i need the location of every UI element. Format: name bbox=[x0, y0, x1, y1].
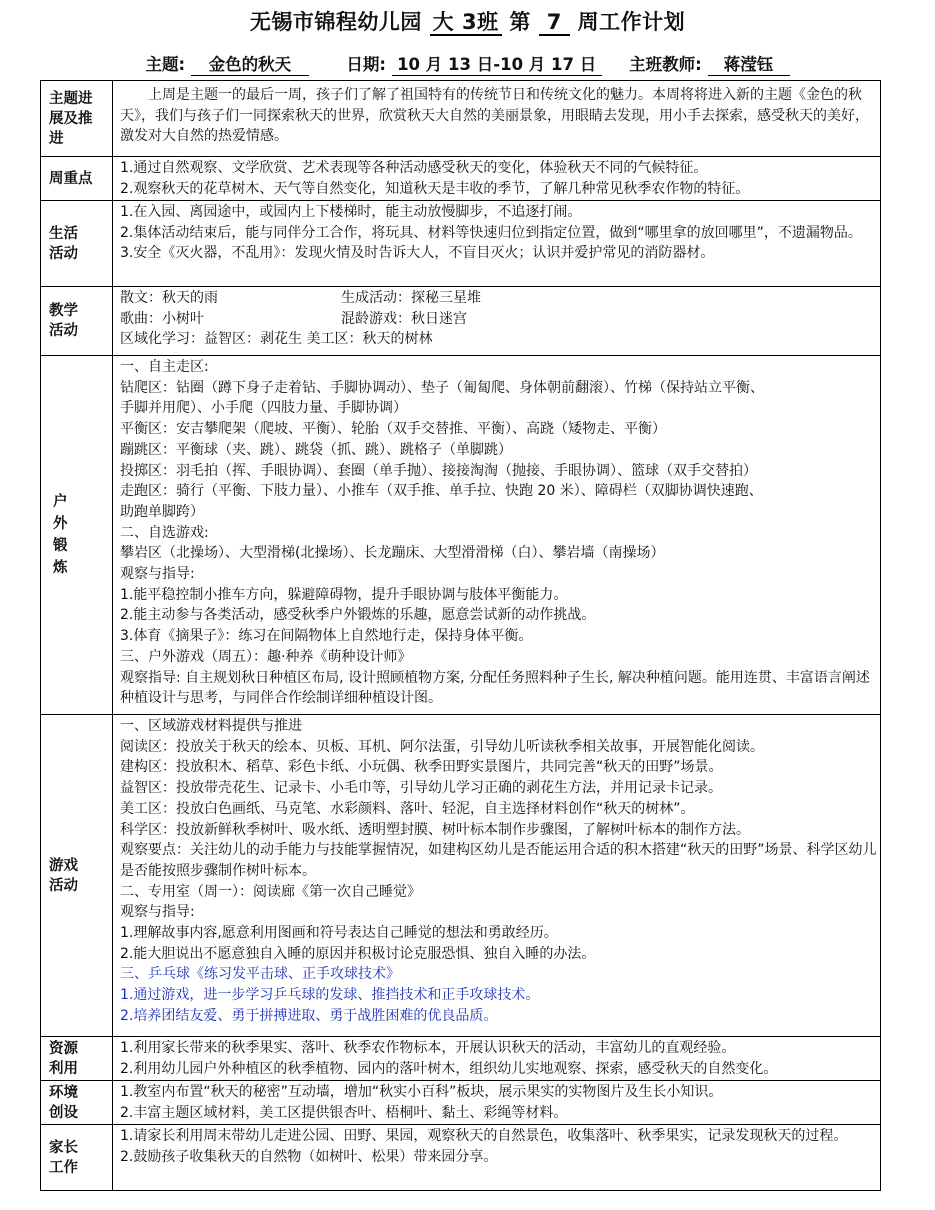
label-game-activity bbox=[41, 715, 113, 1037]
parent-line: 2.鼓励孩子收集秋天的自然物（如树叶、松果）带来园分享。 bbox=[120, 1148, 498, 1165]
weekly-plan-table bbox=[40, 80, 881, 1191]
content-parent-work bbox=[113, 1125, 881, 1191]
label-line: 活动 bbox=[49, 323, 78, 339]
content-resources bbox=[113, 1037, 881, 1081]
content-theme-progress bbox=[113, 81, 881, 157]
row-life-activity bbox=[41, 201, 881, 287]
label-theme-progress bbox=[41, 81, 113, 157]
game-line: 阅读区：投放关于秋天的绘本、贝板、耳机、阿尔法蛋，引导幼儿听读秋季相关故事，开展智能化阅读。 bbox=[120, 738, 764, 755]
label-line: 活动 bbox=[49, 877, 78, 894]
game-line: 1.理解故事内容,愿意利用图画和符号表达自己睡觉的想法和勇敢经历。 bbox=[120, 925, 558, 942]
resource-line: 2.利用幼儿园户外种植区的秋季植物、园内的落叶树木，组织幼儿实地观察、探索，感受秋天的自然变化。 bbox=[120, 1060, 778, 1077]
row-game-activity bbox=[41, 715, 881, 1037]
focus-line: 1.通过自然观察、文学欣赏、艺术表现等各种活动感受秋天的变化，体验秋天不同的气候特征。 bbox=[120, 160, 708, 176]
row-parent-work bbox=[41, 1125, 881, 1191]
label-line: 生活 bbox=[49, 225, 78, 242]
game-line: 益智区：投放带壳花生、记录卡、小毛巾等，引导幼儿学习正确的剥花生方法，并用记录卡记录。 bbox=[120, 780, 722, 797]
parent-line: 1.请家长利用周末带幼儿走进公园、田野、果园，观察秋天的自然景色，收集落叶、秋季果实，记录发现秋天的过程。 bbox=[120, 1128, 848, 1144]
outdoor-line: 走跑区：骑行（平衡、下肢力量）、小推车（双手推、单手拉、快跑 20 米）、障碍栏（双脚协调快速跑、 bbox=[120, 483, 763, 500]
teaching-item: 区域化学习：益智区：剥花生 美工区：秋天的树林 bbox=[120, 331, 433, 348]
label-line: 活动 bbox=[49, 245, 78, 262]
content-outdoor-exercise bbox=[113, 356, 881, 715]
outdoor-line: 三、户外游戏（周五）：趣·种养《萌种设计师》 bbox=[120, 648, 412, 665]
label-life-activity bbox=[41, 201, 113, 287]
label-char: 炼 bbox=[53, 560, 68, 576]
content-teaching-activity bbox=[113, 287, 881, 356]
label-parent-work bbox=[41, 1125, 113, 1191]
game-line: 观察要点：关注幼儿的动手能力与技能掌握情况，如建构区幼儿是否能运用合适的积木搭建“秋天的田野”场景、科学区幼儿是否能按照步骤制作树叶标本。 bbox=[120, 842, 877, 879]
teaching-item: 混龄游戏：秋日迷宫 bbox=[341, 310, 467, 327]
label-line: 工作 bbox=[49, 1159, 78, 1176]
content-game-activity bbox=[113, 715, 881, 1037]
outdoor-line: 3.体育《摘果子》：练习在间隔物体上自然地行走，保持身体平衡。 bbox=[120, 628, 533, 645]
outdoor-line: 投掷区：羽毛拍（挥、手眼协调）、套圈（单手抛）、接接淘淘（抛接、手眼协调）、篮球（双手交替拍） bbox=[120, 462, 757, 479]
outdoor-line: 一、自主走区: bbox=[120, 359, 209, 375]
label-line: 进 bbox=[49, 130, 64, 147]
row-environment bbox=[41, 1081, 881, 1125]
outdoor-line: 手脚并用爬）、小手爬（四肢力量、手脚协调） bbox=[120, 400, 407, 417]
game-line: 美工区：投放白色画纸、马克笔、水彩颜料、落叶、轻泥，自主选择材料创作“秋天的树林”。 bbox=[120, 800, 695, 817]
label-line: 家长 bbox=[49, 1139, 78, 1156]
theme-value: 金色的秋天 bbox=[191, 55, 309, 76]
theme-label: 主题: bbox=[145, 55, 186, 74]
progress-text: 上周是主题一的最后一周，孩子们了解了祖国特有的传统节日和传统文化的魅力。本周将将进入新的主题《金色的秋天》，我们与孩子们一同探索秋天的世界，欣赏秋天大自然的美丽景象，用眼睛去发现，用小手去探索，感受秋天的美好，激发对大自然的热爱情感。 bbox=[120, 87, 869, 145]
teaching-row bbox=[120, 309, 878, 330]
label-outdoor-exercise bbox=[41, 356, 113, 715]
label-char: 外 bbox=[53, 516, 68, 532]
class-name: 大 3班 bbox=[430, 10, 502, 36]
teaching-item: 散文：秋天的雨 bbox=[120, 290, 218, 306]
label-line: 教学 bbox=[49, 303, 78, 319]
page-title bbox=[0, 6, 935, 36]
game-line: 科学区：投放新鲜秋季树叶、吸水纸、透明塑封膜、树叶标本制作步骤图，了解树叶标本的制作方法。 bbox=[120, 821, 750, 838]
row-theme-progress bbox=[41, 81, 881, 157]
week-number: 7 bbox=[539, 10, 570, 36]
label-line: 资源 bbox=[49, 1040, 78, 1057]
label-resources bbox=[41, 1037, 113, 1081]
teacher-label: 主班教师: bbox=[629, 55, 702, 74]
label-line: 展及推 bbox=[49, 110, 93, 127]
game-line-blue: 1.通过游戏，进一步学习乒乓球的发球、推挡技术和正手攻球技术。 bbox=[120, 987, 540, 1004]
plan-meta bbox=[0, 51, 935, 76]
environment-line: 2.丰富主题区域材料，美工区提供银杏叶、梧桐叶、黏土、彩绳等材料。 bbox=[120, 1104, 568, 1121]
label-char: 锻 bbox=[53, 538, 68, 554]
content-life-activity bbox=[113, 201, 881, 287]
title-prefix: 无锡市锦程幼儿园 bbox=[249, 10, 422, 34]
date-value: 10 月 13 日-10 月 17 日 bbox=[392, 55, 602, 76]
label-line: 游戏 bbox=[49, 857, 78, 874]
outdoor-line: 观察与指导: bbox=[120, 566, 195, 583]
game-line-blue: 2.培养团结友爱、勇于拼搏进取、勇于战胜困难的优良品质。 bbox=[120, 1007, 498, 1024]
label-teaching-activity bbox=[41, 287, 113, 356]
teaching-item: 歌曲：小树叶 bbox=[120, 310, 204, 327]
focus-line: 2.观察秋天的花草树木、天气等自然变化，知道秋天是丰收的季节，了解几种常见秋季农作物的特征。 bbox=[120, 180, 750, 197]
outdoor-line: 1.能平稳控制小推车方向，躲避障碍物，提升手眼协调与肢体平衡能力。 bbox=[120, 586, 568, 603]
row-outdoor-exercise bbox=[41, 356, 881, 715]
game-line: 2.能大胆说出不愿意独自入睡的原因并积极讨论克服恐惧、独自入睡的办法。 bbox=[120, 945, 596, 962]
label-line: 环境 bbox=[49, 1084, 78, 1101]
outdoor-line: 2.能主动参与各类活动，感受秋季户外锻炼的乐趣，愿意尝试新的动作挑战。 bbox=[120, 607, 596, 624]
label-week-focus: 周重点 bbox=[41, 157, 113, 201]
game-line: 二、专用室（周一）：阅读廊《第一次自己睡觉》 bbox=[120, 883, 421, 900]
outdoor-line: 二、自选游戏: bbox=[120, 524, 209, 541]
content-environment bbox=[113, 1081, 881, 1125]
outdoor-line: 蹦跳区：平衡球（夹、跳）、跳袋（抓、跳）、跳格子（单脚跳） bbox=[120, 441, 512, 458]
teaching-item: 生成活动：探秘三星堆 bbox=[341, 290, 481, 306]
outdoor-line: 攀岩区（北操场）、大型滑梯(北操场）、长龙蹦床、大型滑滑梯（白）、攀岩墙（南操场） bbox=[120, 545, 665, 562]
label-line: 创设 bbox=[49, 1104, 78, 1121]
resource-line: 1.利用家长带来的秋季果实、落叶、秋季农作物标本，开展认识秋天的活动，丰富幼儿的直观经验。 bbox=[120, 1040, 736, 1056]
label-line: 主题进 bbox=[49, 90, 93, 107]
outdoor-line: 助跑单脚跨） bbox=[120, 503, 204, 520]
life-line: 2.集体活动结束后，能与同伴分工合作，将玩具、材料等快速归位到指定位置，做到“哪里拿的放回哪里”，不遗漏物品。 bbox=[120, 224, 862, 241]
title-suffix: 周工作计划 bbox=[577, 10, 686, 34]
content-week-focus bbox=[113, 157, 881, 201]
environment-line: 1.教室内布置“秋天的秘密”互动墙，增加“秋实小百科”板块，展示果实的实物图片及生长小知识。 bbox=[120, 1084, 723, 1100]
label-char: 户 bbox=[53, 494, 68, 510]
game-line-blue: 三、乒乓球《练习发平击球、正手攻球技术》 bbox=[120, 966, 400, 983]
teacher-value: 蒋滢钰 bbox=[708, 55, 790, 76]
outdoor-line: 观察指导: 自主规划秋日种植区布局, 设计照顾植物方案, 分配任务照料种子生长, 解决种植问题。能用连贯、丰富语言阐述种植设计与思考，与同伴合作绘制详细种植设计图。 bbox=[120, 669, 870, 707]
row-teaching-activity bbox=[41, 287, 881, 356]
teaching-row bbox=[120, 288, 878, 309]
game-line: 观察与指导: bbox=[120, 904, 195, 921]
row-week-focus bbox=[41, 157, 881, 201]
week-label: 第 bbox=[509, 10, 531, 34]
label-line: 利用 bbox=[49, 1060, 78, 1077]
outdoor-line: 钻爬区：钻圈（蹲下身子走着钻、手脚协调动）、垫子（匍匐爬、身体朝前翻滚）、竹梯（保持站立平衡、 bbox=[120, 379, 764, 396]
label-environment bbox=[41, 1081, 113, 1125]
life-line: 1.在入园、离园途中，或园内上下楼梯时，能主动放慢脚步，不追逐打闹。 bbox=[120, 204, 582, 220]
game-line: 一、区域游戏材料提供与推进 bbox=[120, 718, 302, 734]
life-line: 3.安全《灭火器，不乱用》：发现火情及时告诉大人，不盲目灭火；认识并爱护常见的消防器材。 bbox=[120, 245, 715, 262]
row-resources bbox=[41, 1037, 881, 1081]
outdoor-line: 平衡区：安吉攀爬架（爬坡、平衡）、轮胎（双手交替推、平衡）、高跷（矮物走、平衡） bbox=[120, 421, 666, 438]
date-label: 日期: bbox=[346, 55, 386, 74]
game-line: 建构区：投放积木、稻草、彩色卡纸、小玩偶、秋季田野实景图片，共同完善“秋天的田野”场景。 bbox=[120, 759, 723, 776]
